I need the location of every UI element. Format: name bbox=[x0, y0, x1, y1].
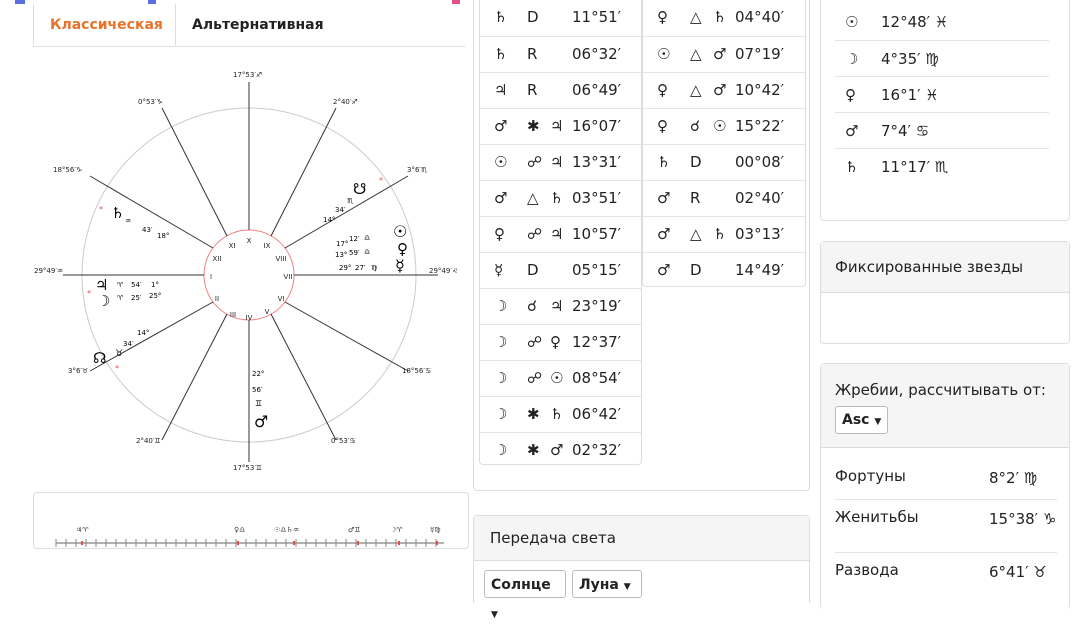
lot-name: Развода bbox=[835, 561, 899, 579]
aspect-symbol: ☍ bbox=[527, 225, 543, 243]
house-number: IX bbox=[263, 242, 271, 250]
house-number: V bbox=[264, 308, 270, 316]
moon-sign: ♈ bbox=[117, 294, 124, 302]
aspect-value: 12°37′ bbox=[572, 333, 622, 351]
cusp-label-top: 17°53′♐ bbox=[233, 71, 263, 79]
timeline-label: ☿♍ bbox=[430, 526, 441, 534]
aspect-row bbox=[480, 396, 641, 432]
north-node-glyph: ☊ bbox=[93, 349, 107, 367]
aspects-panel bbox=[473, 0, 810, 491]
moon-glyph: ☽ bbox=[97, 292, 111, 310]
north-node-deg: 14° bbox=[137, 329, 150, 337]
aspect-value: 00°08′ bbox=[735, 153, 785, 171]
timeline-ruler bbox=[34, 493, 468, 548]
mercury-deg: 29° bbox=[339, 264, 352, 272]
aspect-planet-1: ☽ bbox=[494, 333, 508, 351]
timeline-label: ☽♈ bbox=[390, 526, 403, 534]
aspect-row bbox=[643, 36, 805, 72]
aspect-planet-2: ♂ bbox=[713, 45, 727, 63]
aspect-value: 04°40′ bbox=[735, 8, 785, 26]
light-transfer-title: Передача света bbox=[474, 516, 809, 561]
position-row bbox=[835, 4, 1049, 40]
lot-row bbox=[835, 459, 1057, 499]
cusp-label-left: 29°49′♒ bbox=[34, 267, 64, 275]
aspect-planet-1: ♄ bbox=[494, 45, 508, 63]
house-number: XII bbox=[212, 255, 222, 263]
aspect-value: 07°19′ bbox=[735, 45, 785, 63]
aspect-planet-1: ♀ bbox=[494, 225, 505, 243]
caret-down-icon: ▼ bbox=[623, 582, 631, 592]
aspect-planet-2: ♃ bbox=[550, 225, 564, 243]
aspect-symbol: △ bbox=[690, 225, 702, 243]
cusp-line bbox=[285, 176, 408, 248]
aspect-value: 14°49′ bbox=[735, 261, 785, 279]
saturn-min: 43′ bbox=[142, 226, 153, 234]
house-number: VII bbox=[283, 273, 293, 281]
position-row bbox=[835, 40, 1049, 77]
aspect-planet-2: ♂ bbox=[713, 81, 727, 99]
aspect-row bbox=[480, 0, 641, 35]
aspect-value: 11°51′ bbox=[572, 8, 622, 26]
aspect-row bbox=[480, 36, 641, 72]
aspects-table-2 bbox=[642, 0, 806, 287]
aspect-value: 02°40′ bbox=[735, 189, 785, 207]
position-planet: ♄ bbox=[845, 158, 859, 176]
position-planet: ☽ bbox=[845, 50, 859, 68]
aspect-planet-1: ♀ bbox=[657, 8, 668, 26]
sun-dropdown-label: Солнце bbox=[491, 577, 551, 593]
mars-deg: 22° bbox=[252, 370, 265, 378]
mercury-sign: ♍ bbox=[371, 264, 378, 272]
aspect-value: 06°32′ bbox=[572, 45, 622, 63]
aspect-row bbox=[643, 108, 805, 144]
aspect-symbol: D bbox=[690, 261, 702, 279]
aspect-value: 23°19′ bbox=[572, 297, 622, 315]
jupiter-sign: ♈ bbox=[117, 281, 124, 289]
aspect-planet-2: ♃ bbox=[550, 153, 564, 171]
mars-sign: ♊ bbox=[255, 399, 263, 408]
position-row bbox=[835, 76, 1049, 113]
aspect-value: 02°32′ bbox=[572, 441, 622, 459]
mercury-glyph: ☿ bbox=[395, 256, 405, 275]
south-node-sign: ♏ bbox=[347, 197, 354, 205]
aspect-value: 08°54′ bbox=[572, 369, 622, 387]
aspect-symbol: △ bbox=[690, 81, 702, 99]
aspect-row bbox=[480, 288, 641, 324]
aspect-planet-1: ☽ bbox=[494, 297, 508, 315]
aspect-planet-1: ♂ bbox=[494, 117, 508, 135]
aspect-symbol: ✱ bbox=[527, 405, 540, 423]
aspect-planet-2: ♄ bbox=[550, 405, 564, 423]
mercury-min: 27′ bbox=[355, 264, 366, 272]
natal-chart bbox=[33, 60, 465, 480]
aspect-row bbox=[480, 216, 641, 252]
sun-sign: ♎ bbox=[364, 234, 371, 242]
cusp-label-right: 29°49′♌ bbox=[429, 267, 459, 275]
cusp-line bbox=[90, 176, 213, 248]
position-value: 7°4′ ♋ bbox=[881, 122, 930, 140]
aspect-value: 16°07′ bbox=[572, 117, 622, 135]
aspect-value: 06°49′ bbox=[572, 81, 622, 99]
aspect-planet-2: ♄ bbox=[550, 189, 564, 207]
saturn-glyph: ♄ bbox=[111, 204, 125, 222]
aspect-planet-1: ♂ bbox=[657, 261, 671, 279]
aspect-planet-1: ☽ bbox=[494, 369, 508, 387]
house-number: VI bbox=[277, 295, 285, 303]
north-node-sign: ♉ bbox=[115, 349, 124, 359]
cusp-label-lower-left: 3°6′♉ bbox=[68, 367, 89, 375]
house-number: III bbox=[229, 311, 237, 319]
jupiter-deg: 1° bbox=[151, 281, 159, 289]
aspect-symbol: ☍ bbox=[527, 369, 543, 387]
aspect-planet-2: ♂ bbox=[550, 441, 564, 459]
aspect-symbol: ✱ bbox=[527, 441, 540, 459]
aspect-value: 10°42′ bbox=[735, 81, 785, 99]
aspect-symbol: ☌ bbox=[690, 117, 701, 135]
aspect-symbol: △ bbox=[690, 8, 702, 26]
aspect-row bbox=[480, 432, 641, 468]
cusp-line bbox=[162, 314, 227, 440]
aspect-planet-2: ☉ bbox=[550, 369, 564, 387]
aspect-value: 06°42′ bbox=[572, 405, 622, 423]
position-planet: ♀ bbox=[845, 86, 856, 104]
aspect-symbol: ☍ bbox=[527, 153, 543, 171]
aspect-planet-1: ☉ bbox=[657, 45, 671, 63]
lot-row bbox=[835, 499, 1057, 553]
aspects-table-1 bbox=[479, 0, 642, 465]
aspect-row bbox=[480, 252, 641, 288]
fixed-stars-panel bbox=[820, 241, 1070, 344]
aspect-planet-1: ♂ bbox=[657, 225, 671, 243]
tab-alternative[interactable]: Альтернативная bbox=[192, 17, 324, 33]
aspect-row bbox=[480, 72, 641, 108]
cusp-label-top-right: 2°40′♐ bbox=[333, 98, 358, 106]
aspect-planet-1: ♃ bbox=[494, 81, 508, 99]
tab-classic[interactable]: Классическая bbox=[33, 4, 176, 46]
house-number: VIII bbox=[275, 255, 287, 263]
mars-glyph: ♂ bbox=[254, 412, 269, 431]
cusp-line bbox=[162, 108, 227, 236]
position-planet: ☉ bbox=[845, 13, 859, 31]
cusp-line bbox=[271, 314, 336, 440]
cusp-line bbox=[90, 302, 213, 371]
south-node-min: 34′ bbox=[335, 206, 346, 214]
aspect-symbol: △ bbox=[690, 45, 702, 63]
saturn-sign: ♒ bbox=[125, 217, 132, 225]
aspect-row bbox=[643, 252, 805, 288]
lot-value: 15°38′ ♑ bbox=[989, 510, 1057, 528]
jupiter-min: 54′ bbox=[131, 281, 142, 289]
position-value: 16°1′ ♓ bbox=[881, 86, 939, 104]
aspect-planet-1: ☽ bbox=[494, 441, 508, 459]
position-value: 11°17′ ♏ bbox=[881, 158, 949, 176]
positions-table bbox=[820, 0, 1070, 221]
house-number: XI bbox=[228, 242, 236, 250]
aspect-symbol: ☌ bbox=[527, 297, 538, 315]
timeline-label: ☉♎♄♒ bbox=[274, 526, 300, 534]
aspect-row bbox=[643, 72, 805, 108]
cusp-label-bottom-left: 2°40′♊ bbox=[136, 437, 161, 445]
aspect-planet-1: ♄ bbox=[657, 153, 671, 171]
aspect-planet-2: ☉ bbox=[713, 117, 727, 135]
aspect-row bbox=[480, 360, 641, 396]
red-marker: * bbox=[115, 364, 119, 373]
planet-timeline[interactable] bbox=[33, 492, 469, 549]
aspect-row bbox=[643, 144, 805, 180]
asc-dropdown-label: Asc bbox=[842, 412, 870, 428]
aspect-planet-1: ♂ bbox=[494, 189, 508, 207]
red-marker: * bbox=[87, 289, 91, 298]
aspect-symbol: R bbox=[527, 81, 538, 99]
aspect-row bbox=[643, 216, 805, 252]
timeline-label: ♂♊ bbox=[348, 526, 361, 534]
lots-panel bbox=[820, 363, 1070, 609]
aspect-planet-2: ♃ bbox=[550, 297, 564, 315]
aspect-value: 10°57′ bbox=[572, 225, 622, 243]
sun-min: 12′ bbox=[349, 235, 360, 243]
light-transfer-panel bbox=[473, 515, 810, 620]
aspect-symbol: ☍ bbox=[527, 333, 543, 351]
aspect-symbol: R bbox=[690, 189, 701, 207]
aspect-row bbox=[643, 180, 805, 216]
aspect-row bbox=[480, 144, 641, 180]
aspect-planet-2: ♄ bbox=[713, 225, 727, 243]
caret-down-icon: ▼ bbox=[491, 610, 498, 620]
aspect-symbol: D bbox=[690, 153, 702, 171]
aspect-value: 03°13′ bbox=[735, 225, 785, 243]
saturn-deg: 18° bbox=[157, 232, 170, 240]
timeline-label: ♀♎ bbox=[234, 526, 246, 534]
moon-dropdown[interactable] bbox=[572, 570, 642, 598]
fixed-stars-title: Фиксированные звезды bbox=[821, 242, 1069, 293]
lots-header bbox=[821, 364, 1069, 448]
lot-value: 8°2′ ♍ bbox=[989, 469, 1038, 487]
aspect-planet-1: ☉ bbox=[494, 153, 508, 171]
chart-tabs bbox=[33, 4, 465, 47]
sun-dropdown[interactable] bbox=[484, 570, 566, 620]
position-value: 4°35′ ♍ bbox=[881, 50, 939, 68]
aspect-value: 15°22′ bbox=[735, 117, 785, 135]
south-node-deg: 14° bbox=[323, 216, 336, 224]
aspect-symbol: D bbox=[527, 8, 539, 26]
house-number: X bbox=[246, 237, 252, 245]
caret-down-icon: ▼ bbox=[874, 417, 882, 427]
aspect-planet-1: ♂ bbox=[657, 189, 671, 207]
timeline-label: ♃♈ bbox=[76, 526, 89, 534]
position-value: 12°48′ ♓ bbox=[881, 13, 949, 31]
lot-value: 6°41′ ♉ bbox=[989, 563, 1047, 581]
north-node-min: 34′ bbox=[123, 340, 134, 348]
aspect-row bbox=[480, 180, 641, 216]
cusp-line bbox=[285, 302, 408, 371]
lots-table bbox=[835, 459, 1057, 609]
position-row bbox=[835, 112, 1049, 149]
lot-name: Фортуны bbox=[835, 467, 906, 485]
asc-dropdown[interactable] bbox=[835, 406, 888, 434]
venus-deg: 13° bbox=[335, 251, 348, 259]
moon-min: 25′ bbox=[131, 294, 142, 302]
red-marker: * bbox=[379, 176, 383, 185]
aspect-symbol: ✱ bbox=[527, 117, 540, 135]
lots-title: Жребии, рассчитывать от: bbox=[835, 381, 1046, 399]
venus-glyph: ♀ bbox=[397, 240, 408, 258]
aspect-symbol: △ bbox=[527, 189, 539, 207]
aspect-planet-2: ♀ bbox=[550, 333, 561, 351]
house-number: I bbox=[209, 273, 213, 281]
cusp-label-upper-right: 3°6′♏ bbox=[407, 166, 428, 174]
aspect-planet-1: ☿ bbox=[494, 261, 504, 279]
aspect-planet-1: ♀ bbox=[657, 117, 668, 135]
lot-name: Женитьбы bbox=[835, 508, 919, 526]
south-node-glyph: ☋ bbox=[353, 180, 367, 198]
aspect-value: 05°15′ bbox=[572, 261, 622, 279]
moon-deg: 25° bbox=[149, 292, 162, 300]
aspect-planet-1: ♀ bbox=[657, 81, 668, 99]
aspect-planet-2: ♄ bbox=[713, 8, 727, 26]
cusp-label-lower-right: 18°56′♋ bbox=[402, 367, 432, 375]
moon-dropdown-label: Луна bbox=[579, 577, 619, 593]
jupiter-glyph: ♃ bbox=[95, 276, 109, 294]
aspect-symbol: D bbox=[527, 261, 539, 279]
aspect-row bbox=[480, 108, 641, 144]
house-number: IV bbox=[245, 314, 253, 322]
aspect-value: 13°31′ bbox=[572, 153, 622, 171]
cusp-label-bottom: 17°53′♊ bbox=[233, 464, 263, 472]
aspect-symbol: R bbox=[527, 45, 538, 63]
cusp-label-bottom-right: 0°53′♋ bbox=[331, 437, 356, 445]
sun-deg: 17° bbox=[336, 240, 349, 248]
lot-row bbox=[835, 552, 1057, 603]
aspect-planet-1: ♄ bbox=[494, 8, 508, 26]
aspect-value: 03°51′ bbox=[572, 189, 622, 207]
aspect-row bbox=[643, 0, 805, 35]
aspect-planet-1: ☽ bbox=[494, 405, 508, 423]
house-number: II bbox=[214, 295, 220, 303]
venus-min: 59′ bbox=[349, 249, 360, 257]
aspect-row bbox=[480, 324, 641, 360]
aspect-planet-2: ♃ bbox=[550, 117, 564, 135]
sun-glyph: ☉ bbox=[393, 222, 408, 241]
position-row bbox=[835, 148, 1049, 185]
venus-sign: ♎ bbox=[364, 248, 371, 256]
position-planet: ♂ bbox=[845, 122, 859, 140]
cusp-label-top-left: 0°53′♑ bbox=[138, 98, 163, 106]
red-marker: * bbox=[99, 205, 103, 214]
cusp-label-upper-left: 18°56′♑ bbox=[53, 166, 83, 174]
mars-min: 56′ bbox=[252, 386, 263, 394]
